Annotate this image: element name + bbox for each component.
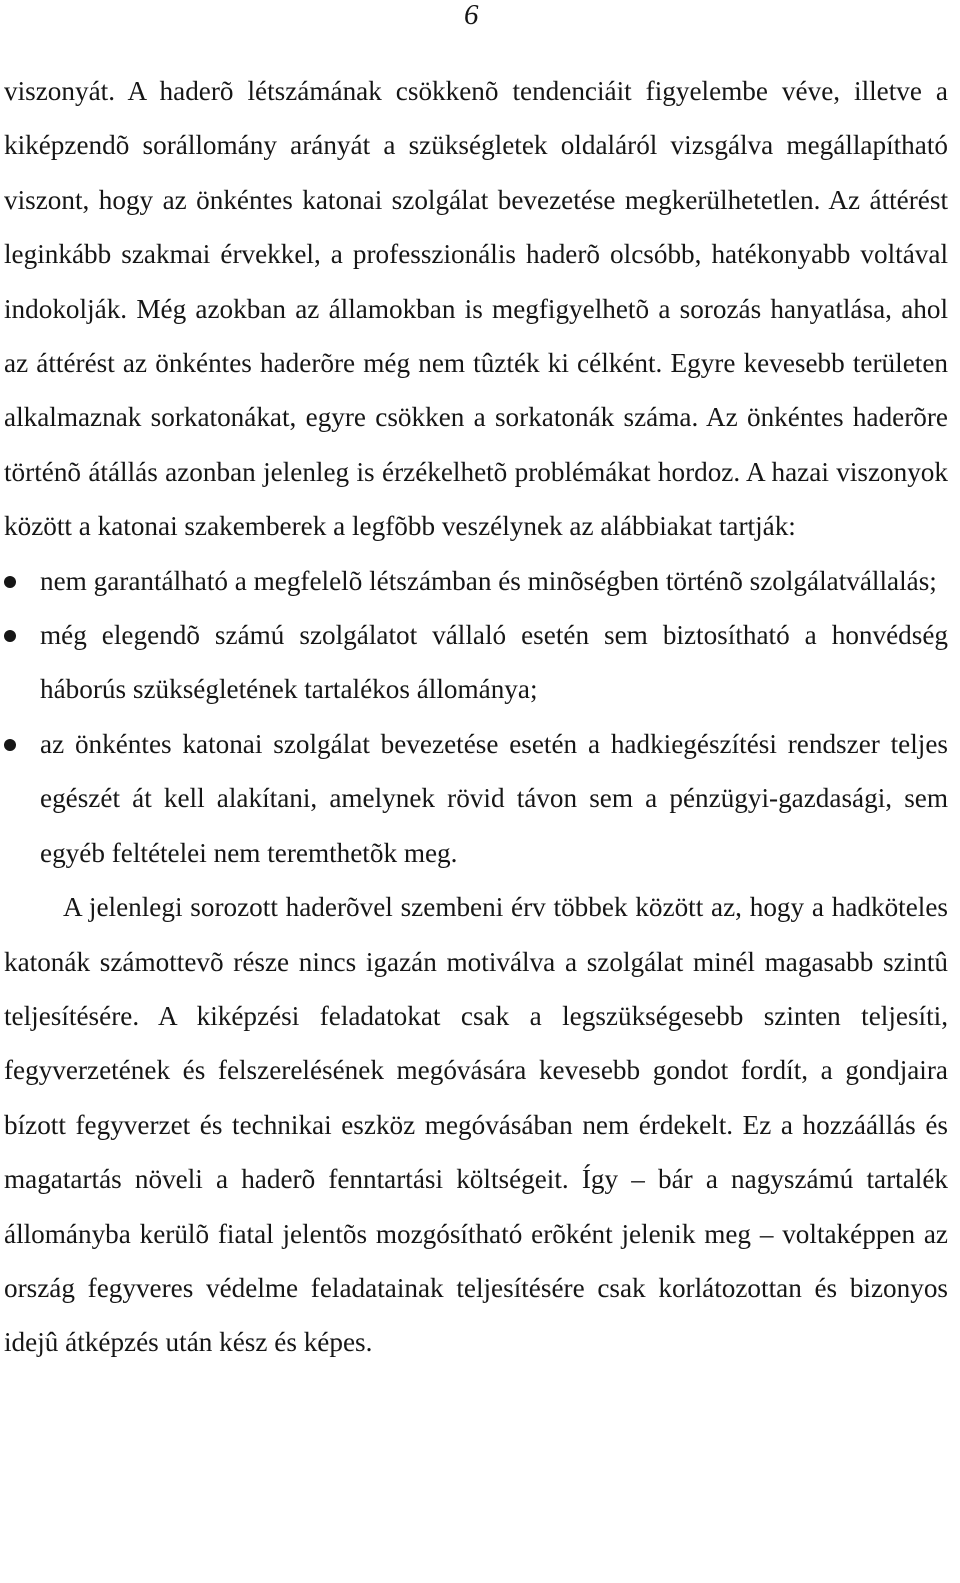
paragraph-intro: viszonyát. A haderõ létszámának csökkenõ tendenciáit figyelembe véve, illetve a kiképzendõ sorállomány arányát a szükségletek oldaláról vizsgálva megállapítható viszont, hogy az önkéntes katonai szolgálat bevezetése megkerülhetetlen. Az áttérést leginkább szakmai érvekkel, a professzionális haderõ olcsóbb, hatékonyabb voltával indokolják. Még azokban az államokban is megfigyelhetõ a sorozás hanyatlása, ahol az áttérést az önkéntes haderõre még nem tûzték ki célként. Egyre kevesebb területen alkalmaznak sorkatonákat, egyre csökken a sorkatonák száma. Az önkéntes haderõre történõ átállás azonban jelenleg is érzékelhetõ problémákat hordoz. A hazai viszonyok között a katonai szakemberek a legfõbb veszélynek az alábbiakat tartják: [4,76,948,542]
list-item-text: az önkéntes katonai szolgálat bevezetése esetén a hadkiegészítési rendszer teljes egészét át kell alakítani, amelynek rövid távon sem a pénzügyi-gazdasági, sem egyéb feltételei nem teremthetõk meg. [40,728,948,868]
list-item [4,717,948,880]
list-item [4,608,948,717]
page-number: 6 [464,0,479,31]
bullet-list [4,554,948,880]
list-item-text: még elegendõ számú szolgálatot vállaló esetén sem biztosítható a honvédség háborús szükségletének tartalékos állománya; [40,620,948,705]
bullet-dot-icon [4,739,16,751]
document-body [4,64,948,1370]
bullet-dot-icon [4,576,16,588]
bullet-dot-icon [4,630,16,642]
list-item [4,554,948,608]
paragraph-argument: A jelenlegi sorozott haderõvel szembeni érv többek között az, hogy a hadköteles katonák számottevõ része nincs igazán motiválva a szolgálat minél magasabb szintû teljesítésére. A kiképzési feladatokat csak a legszükségesebb szinten teljesíti, fegyverzetének és felszerelésének megóvására kevesebb gondot fordít, a gondjaira bízott fegyverzet és technikai eszköz megóvásában nem érdekelt. Ez a hozzáállás és magatartás növeli a haderõ fenntartási költségeit. Így – bár a nagyszámú tartalék állományba kerülõ fiatal jelentõs mozgósítható erõként jelenik meg – voltaképpen az ország fegyveres védelme feladatainak teljesítésére csak korlátozottan és bizonyos idejû átképzés után kész és képes. [4,892,948,1358]
list-item-text: nem garantálható a megfelelõ létszámban és minõségben történõ szolgálatvállalás; [40,565,937,596]
